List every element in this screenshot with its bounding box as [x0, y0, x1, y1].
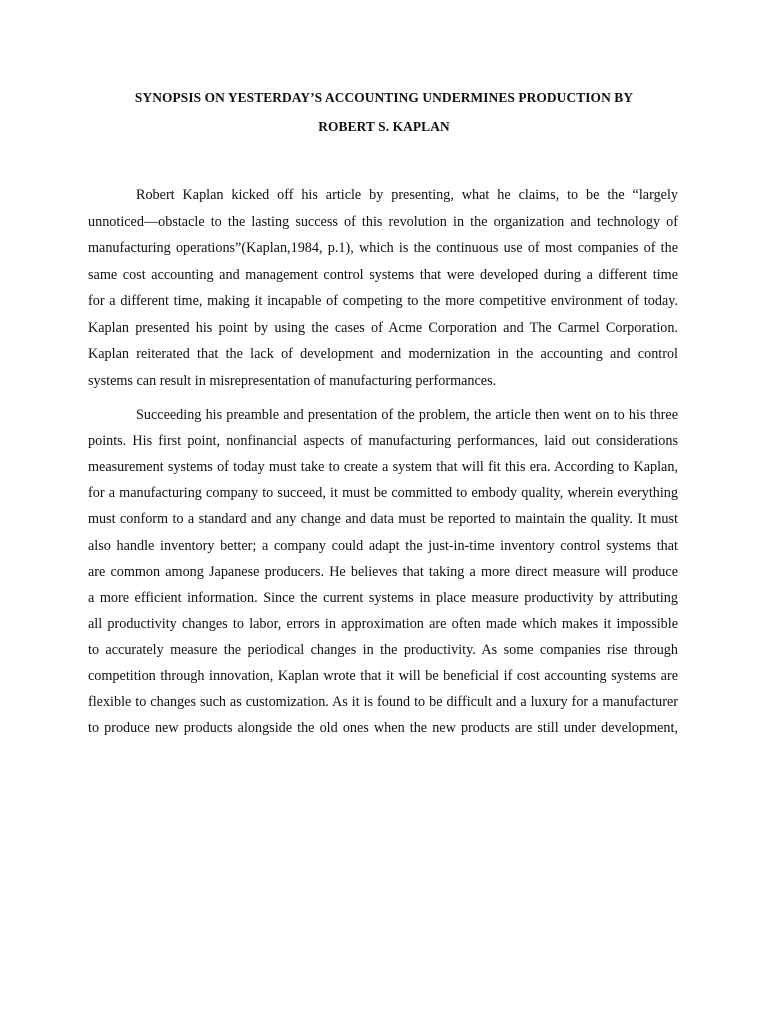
paragraph-line: manufacturing operations”(Kaplan,1984, p.1), which is the continuous use of most companies of the: [88, 240, 678, 256]
paragraph-line: same cost accounting and management control systems that were developed during a different time: [88, 266, 678, 283]
paragraph-line: competition through innovation, Kaplan wrote that it will be beneficial if cost accounting systems are: [88, 668, 678, 684]
paragraph-line: flexible to changes such as customization. As it is found to be difficult and a luxury for a manufacturer: [88, 694, 678, 711]
paragraph-line: Kaplan presented his point by using the cases of Acme Corporation and The Carmel Corporation.: [88, 319, 678, 336]
paragraph-line: a more efficient information. Since the current systems in place measure productivity by attributing: [88, 589, 678, 606]
paragraph-line: also handle inventory better; a company could adapt the just-in-time inventory control systems that: [88, 537, 678, 554]
document-title-line-1: SYNOPSIS ON YESTERDAY’S ACCOUNTING UNDERMINES PRODUCTION BY: [134, 90, 634, 105]
paragraph-line: all productivity changes to labor, errors in approximation are often made which makes it impossible: [88, 615, 678, 632]
paragraph-line: unnoticed—obstacle to the lasting success of this revolution in the organization and technology of: [88, 213, 678, 230]
paragraph-line: to accurately measure the periodical changes in the productivity. As some companies rise through: [88, 641, 678, 658]
document-title-line-2: ROBERT S. KAPLAN: [318, 119, 450, 134]
paragraph-line: must conform to a standard and any change and data must be reported to maintain the quality. It must: [88, 511, 678, 528]
paragraph-line: Kaplan reiterated that the lack of development and modernization in the accounting and control: [88, 346, 678, 362]
paragraph-line: Robert Kaplan kicked off his article by presenting, what he claims, to be the “largely: [136, 187, 678, 203]
paragraph-line: points. His first point, nonfinancial aspects of manufacturing performances, laid out considerations: [88, 433, 678, 450]
paragraph-line: are common among Japanese producers. He believes that taking a more direct measure will produce: [88, 563, 678, 580]
paragraph-line: for a different time, making it incapable of competing to the more competitive environment of today.: [88, 293, 678, 309]
paragraph-line: systems can result in misrepresentation of manufacturing performances.: [88, 372, 497, 389]
paragraph-line: Succeeding his preamble and presentation of the problem, the article then went on to his three: [136, 407, 678, 423]
paragraph-line: to produce new products alongside the old ones when the new products are still under development,: [88, 720, 678, 737]
paragraph-line: measurement systems of today must take to create a system that will fit this era. According to Kaplan,: [88, 459, 678, 476]
paragraph-line: for a manufacturing company to succeed, it must be committed to embody quality, wherein everything: [88, 485, 678, 502]
